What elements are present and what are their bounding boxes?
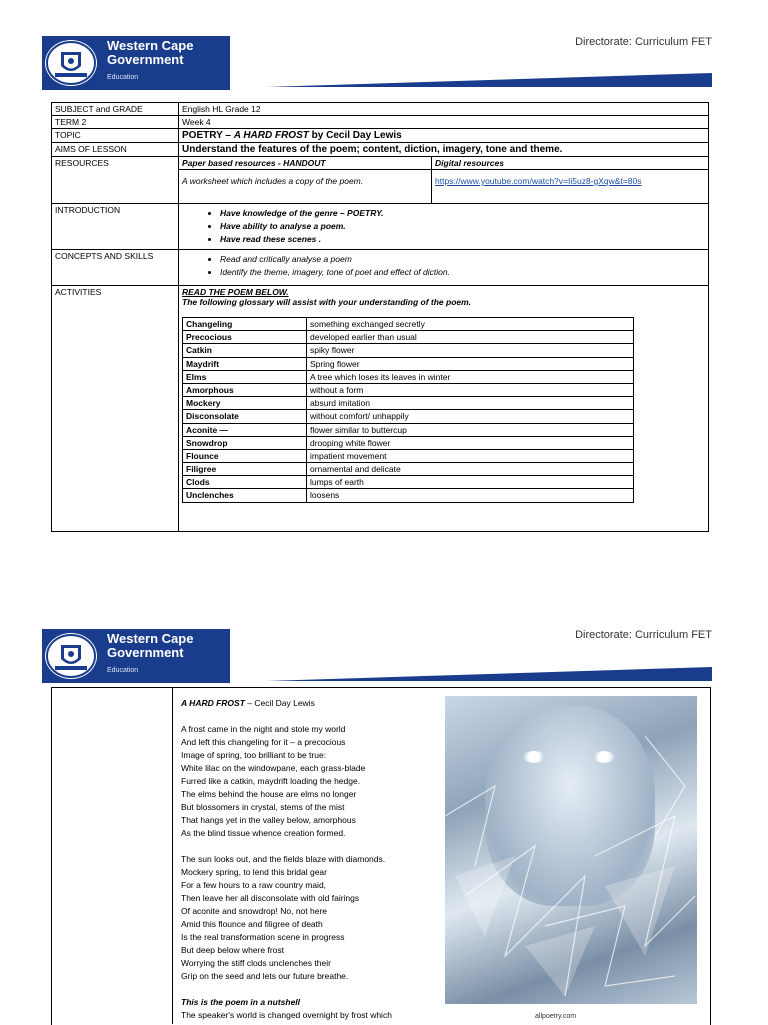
org-department: Education: [107, 74, 139, 81]
directorate-label: Directorate: Curriculum FET: [575, 629, 712, 641]
list-item: • Identify the theme, imagery, tone of poet and effect of diction.: [220, 266, 705, 279]
glossary-meaning: without a form: [307, 383, 634, 396]
glossary-word: Amorphous: [183, 383, 307, 396]
government-logo: [42, 36, 230, 90]
table-row: [52, 250, 709, 286]
introduction-label: INTRODUCTION: [52, 204, 179, 250]
table-row: [183, 489, 634, 502]
paper-resources-heading: Paper based resources - HANDOUT: [179, 157, 432, 170]
glossary-word: Mockery: [183, 397, 307, 410]
glossary-word: Changeling: [183, 318, 307, 331]
table-row: [183, 331, 634, 344]
glossary-word: Maydrift: [183, 357, 307, 370]
table-row: [52, 157, 709, 170]
glossary-word: Clods: [183, 476, 307, 489]
table-row: [183, 436, 634, 449]
term-label: TERM 2: [52, 116, 179, 129]
glossary-meaning: A tree which loses its leaves in winter: [307, 370, 634, 383]
poem-stanza-2: The sun looks out, and the fields blaze with diamonds. Mockery spring, to lend this bridal gear For a few hours to a raw country maid, Then leave her all disconsolate with old fairings Of aconite and snowdrop! No, not here Amid this flounce and filigree of death Is the real transformation scene in progress But deep below where frost Worrying the stiff clods unclenches their Grip on the seed and lets our future breathe.: [181, 854, 386, 981]
table-row: [183, 370, 634, 383]
topic-label: TOPIC: [52, 129, 179, 143]
activities-cell: [179, 286, 709, 532]
list-item: • Have ability to analyse a poem.: [220, 220, 705, 233]
table-row: [183, 357, 634, 370]
glossary-meaning: developed earlier than usual: [307, 331, 634, 344]
list-item: • Have knowledge of the genre – POETRY.: [220, 207, 705, 220]
introduction-list-cell: [179, 204, 709, 250]
table-row: [183, 344, 634, 357]
table-row: [183, 318, 634, 331]
org-department: Education: [107, 667, 139, 674]
frost-face-image: [445, 696, 697, 1004]
topic-value: POETRY – A HARD FROST by Cecil Day Lewis: [179, 129, 709, 143]
list-item: • Read and critically analyse a poem: [220, 253, 705, 266]
table-row: [52, 129, 709, 143]
org-name: Western Cape Government: [107, 631, 194, 660]
table-row: [183, 423, 634, 436]
activities-heading: READ THE POEM BELOW.: [182, 287, 289, 297]
table-row: [52, 103, 709, 116]
coat-of-arms-icon: [45, 40, 97, 86]
lesson-plan-table: [51, 102, 709, 532]
resources-label: RESOURCES: [52, 157, 179, 204]
table-row: [183, 449, 634, 462]
glossary-meaning: impatient movement: [307, 449, 634, 462]
ice-crystals-icon: [445, 696, 697, 1004]
nutshell-text: The speaker's world is changed overnight by frost which: [181, 1010, 392, 1020]
glossary-word: Filigree: [183, 463, 307, 476]
glossary-word: Elms: [183, 370, 307, 383]
poem-heading: A HARD FROST – Cecil Day Lewis: [181, 698, 315, 708]
subject-value: English HL Grade 12: [179, 103, 709, 116]
introduction-list: [182, 207, 705, 246]
paper-resources-value: A worksheet which includes a copy of the poem.: [179, 170, 432, 204]
table-row: [52, 116, 709, 129]
table-row: [52, 204, 709, 250]
subject-label: SUBJECT and GRADE: [52, 103, 179, 116]
glossary-word: Precocious: [183, 331, 307, 344]
glossary-word: Catkin: [183, 344, 307, 357]
header-bar: [222, 667, 712, 681]
term-value: Week 4: [179, 116, 709, 129]
table-row: [183, 410, 634, 423]
youtube-link[interactable]: https://www.youtube.com/watch?v=Ii5uz8-gXqw&t=80s: [435, 176, 642, 186]
concepts-list-cell: [179, 250, 709, 286]
glossary-word: Unclenches: [183, 489, 307, 502]
glossary-meaning: ornamental and delicate: [307, 463, 634, 476]
table-row: [52, 143, 709, 157]
glossary-word: Snowdrop: [183, 436, 307, 449]
glossary-meaning: flower similar to buttercup: [307, 423, 634, 436]
glossary-meaning: lumps of earth: [307, 476, 634, 489]
glossary-table: [182, 317, 634, 503]
concepts-label: CONCEPTS AND SKILLS: [52, 250, 179, 286]
list-item: • Have read these scenes .: [220, 233, 705, 246]
image-credit: allpoetry.com: [535, 1013, 577, 1020]
table-row: [183, 463, 634, 476]
glossary-word: Aconite —: [183, 423, 307, 436]
glossary-meaning: Spring flower: [307, 357, 634, 370]
glossary-word: Flounce: [183, 449, 307, 462]
column-divider: [172, 687, 173, 1024]
concepts-list: [182, 253, 705, 279]
org-name: Western Cape Government: [107, 38, 194, 67]
coat-of-arms-icon: [45, 633, 97, 679]
table-row: [52, 286, 709, 532]
glossary-word: Disconsolate: [183, 410, 307, 423]
glossary-meaning: without comfort/ unhappily: [307, 410, 634, 423]
directorate-label: Directorate: Curriculum FET: [575, 36, 712, 48]
table-row: [183, 397, 634, 410]
poem-text: [181, 697, 441, 1022]
activities-label: ACTIVITIES: [52, 286, 179, 532]
activities-subheading: The following glossary will assist with your understanding of the poem.: [182, 297, 472, 307]
poem-stanza-1: A frost came in the night and stole my world And left this changeling for it – a precocious Image of spring, too brilliant to be true: White lilac on the windowpane, each grass-blade Furred like a catkin, maydrift loading the hedge. The elms behind the house are elms no longer But blossomers in crystal, stems of the mist That hangs yet in the valley below, amorphous As the blind tissue whence creation formed.: [181, 724, 366, 838]
digital-resources-heading: Digital resources: [432, 157, 709, 170]
aims-label: AIMS OF LESSON: [52, 143, 179, 157]
glossary-meaning: spiky flower: [307, 344, 634, 357]
nutshell-heading: This is the poem in a nutshell: [181, 997, 301, 1007]
table-row: [183, 476, 634, 489]
aims-value: Understand the features of the poem; content, diction, imagery, tone and theme.: [179, 143, 709, 157]
government-logo: [42, 629, 230, 683]
header-bar: [222, 73, 712, 87]
glossary-meaning: something exchanged secretly: [307, 318, 634, 331]
table-row: [183, 383, 634, 396]
glossary-meaning: absurd imitation: [307, 397, 634, 410]
glossary-meaning: drooping white flower: [307, 436, 634, 449]
glossary-meaning: loosens: [307, 489, 634, 502]
